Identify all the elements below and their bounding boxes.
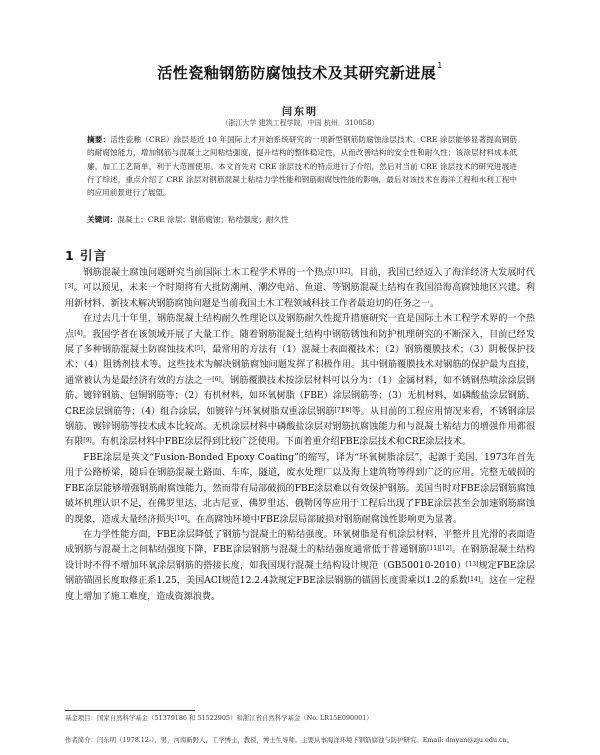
citation-marker: [1][2] xyxy=(333,268,351,275)
paragraph-text: 在力学性能方面，FBE涂层降低了钢筋与混凝土的粘结强度。环氧树脂是有机涂层材料，平整并且光滑的表面造成钢筋与混凝土之间粘结强度下降，FBE涂层钢筋与混凝土的粘结强度通常低于普通钢筋 xyxy=(65,529,535,556)
paragraph-text: ，最常用的方法有（1）混凝土表面覆技术；（2）钢筋覆膜技术；（3）阴极保护技术；（4）阻锈剂技术等。这些技术为解决钢筋腐蚀问题发挥了积极作用。其中钢筋覆膜技术对钢筋的保护最为直接，通常被认为是最经济有效的方法之一 xyxy=(65,345,535,386)
keywords-text: 混凝土；CRE 涂层；钢筋腐蚀；粘结强度；耐久性 xyxy=(117,215,289,224)
paragraph-text: 。目前，我国已经迈入了海洋经济大发展时代 xyxy=(350,268,536,278)
citation-marker: [11][12] xyxy=(427,545,452,553)
body-text xyxy=(65,266,535,605)
footnote-author-bio: 作者简介：闫东明（1978.12-），男，河南新野人，工学博士，教授，博士生导师。主要从事海洋环境下钢筋腐蚀与防护研究。Email: dmyan@zju.edu.cn。 xyxy=(65,736,514,744)
paragraph-text: 规定FBE涂层钢筋锚固长度取修正系1.25，美国ACI规范12.2.4款规定FBE涂层钢筋的锚固长度需乘以1.2的系数 xyxy=(65,560,535,587)
body-paragraph xyxy=(65,451,535,528)
paper-title: 活性瓷釉钢筋防腐蚀技术及其研究新进展$^1$ xyxy=(157,61,443,82)
footnote-funding: 基金项目：国家自然科学基金（51379186 和 51522905）和浙江省自然科学基金（No. LR15E090001） xyxy=(65,714,373,722)
body-paragraph xyxy=(65,266,535,312)
paragraph-text: 。在高腐蚀环境中FBE涂层局部破损对钢筋耐腐蚀性影响更为显著。 xyxy=(186,514,463,525)
citation-marker: [7][8] xyxy=(334,406,352,414)
paragraph-text: 。这在一定程度上增加了施工难度，造成资源浪费。 xyxy=(65,576,536,602)
author-affiliation: （浙江大学 建筑工程学院，中国 杭州，310058） xyxy=(221,119,379,127)
abstract-text: 活性瓷釉（CRE）涂层是近 10 年国际上才开始系统研究的一项新型钢筋防腐蚀涂层技术。CRE 涂层能够显著提高钢筋的耐腐蚀能力，增加钢筋与混凝土之间粘结强度，提升结构的整体稳定性，从而改善结构的安全性和耐久性；该涂层材料成本低廉，加工工艺简单，利于大范围使用。本文首先对 CRE 涂层技术的特点进行了介绍，然后对当前 CRE 涂层技术的研究进展进行了综述，重点介绍了 CRE 涂层对钢筋混凝土粘结力学性能和钢筋耐腐蚀性能的影响，最后对该技术在海洋工程和水利工程中的应用前景进行了展望。 xyxy=(87,135,518,198)
footnote-divider xyxy=(65,710,195,711)
citation-marker: [6] xyxy=(212,375,221,383)
paragraph-text: 等。从目前的工程应用情况来看，不锈钢涂层钢筋、镀锌钢筋等技术成本比较高。无机涂层材料中磷酸盐涂层对钢筋抗腐蚀能力和与混凝土粘结力的增强作用都很有限 xyxy=(65,406,536,448)
paragraph-text: 。在钢筋混凝土结构设计时不得不增加环氧涂层钢筋的搭接长度，如我国现行混凝土结构设计规范（GB50010-2010） xyxy=(65,545,536,571)
citation-marker: [4] xyxy=(74,329,83,337)
paragraph-text: 。有机涂层材料中FBE涂层得到比较广泛使用。下面着重介绍FBE涂层技术和CRE涂层技术。 xyxy=(91,437,472,448)
abstract-label: 摘要： xyxy=(87,135,111,144)
paragraph-text: 钢筋混凝土腐蚀问题研究当前国际土木工程学术界的一个热点 xyxy=(83,268,334,278)
citation-marker: [14] xyxy=(467,576,481,584)
paragraph-text: 。可以预见，未来一个时期将有大批防潮闸、潮汐电站、鱼道、等钢筋混凝土结构在我国沿海高腐蚀地区兴建。利用新材料、新技术解决钢筋腐蚀问题是当前我国土木工程领域科技工作者最迫切的任务之一。 xyxy=(65,283,535,309)
abstract xyxy=(87,133,517,199)
paragraph-text: 在过去几十年里，钢筋混凝土结构耐久性理论以及钢筋耐久性提升措施研究一直是国际土木工程学术界的一个热点 xyxy=(65,314,535,340)
citation-marker: [5] xyxy=(194,345,203,353)
section-heading-introduction: 1 引言 xyxy=(65,248,108,263)
body-paragraph xyxy=(65,528,535,605)
citation-marker: [3] xyxy=(65,283,74,291)
citation-marker: [9] xyxy=(83,437,92,445)
title-footnote-marker: 1 xyxy=(437,61,443,70)
author-name: 闫东明 xyxy=(282,107,318,118)
body-paragraph xyxy=(65,312,535,451)
citation-marker: [10] xyxy=(174,514,187,522)
paragraph-text: 。我国学者在该领域开展了大量工作。随着钢筋混凝土结构中钢筋锈蚀和防护机理研究的不断深入，目前已经发展了多种钢筋混凝土防腐蚀技术 xyxy=(65,329,536,356)
keywords xyxy=(87,213,517,226)
paragraph-text: 。钢筋覆膜技术按涂层材料可以分为：（1）金属材料，如不锈钢热喷涂涂层钢筋、镀锌钢筋、包铜钢筋等；（2）有机材料，如环氧树脂（FBE）涂层钢筋等；（3）无机材料，如磷酸盐涂层钢筋、CRE涂层钢筋等；（4）组合涂层，如镀锌与环氧树脂双重涂层钢筋 xyxy=(65,375,535,417)
paragraph-text: FBE涂层是英文“Fusion-Bonded Epoxy Coating”的缩写，译为“环氧树脂涂层”，起源于美国，1973年首先用于公路桥梁，随后在钢筋混凝土路面、车库，隧道，废水处理厂以及海上建筑物等得到广泛的应用。完整无破损的FBE涂层能够增强钢筋耐腐蚀能力，然而带有局部破损的FBE涂层难以有效保护钢筋。美国当时对FBE涂层钢筋腐蚀破坏机理认识不足，在佛罗里达、北古尼亚、佛罗里达、俄勒冈等应用于工程后出现了FBE涂层甚至会加速钢筋腐蚀的现象，造成大量经济损失 xyxy=(65,452,535,525)
citation-marker: [13] xyxy=(466,560,479,568)
keywords-label: 关键词： xyxy=(87,215,118,224)
